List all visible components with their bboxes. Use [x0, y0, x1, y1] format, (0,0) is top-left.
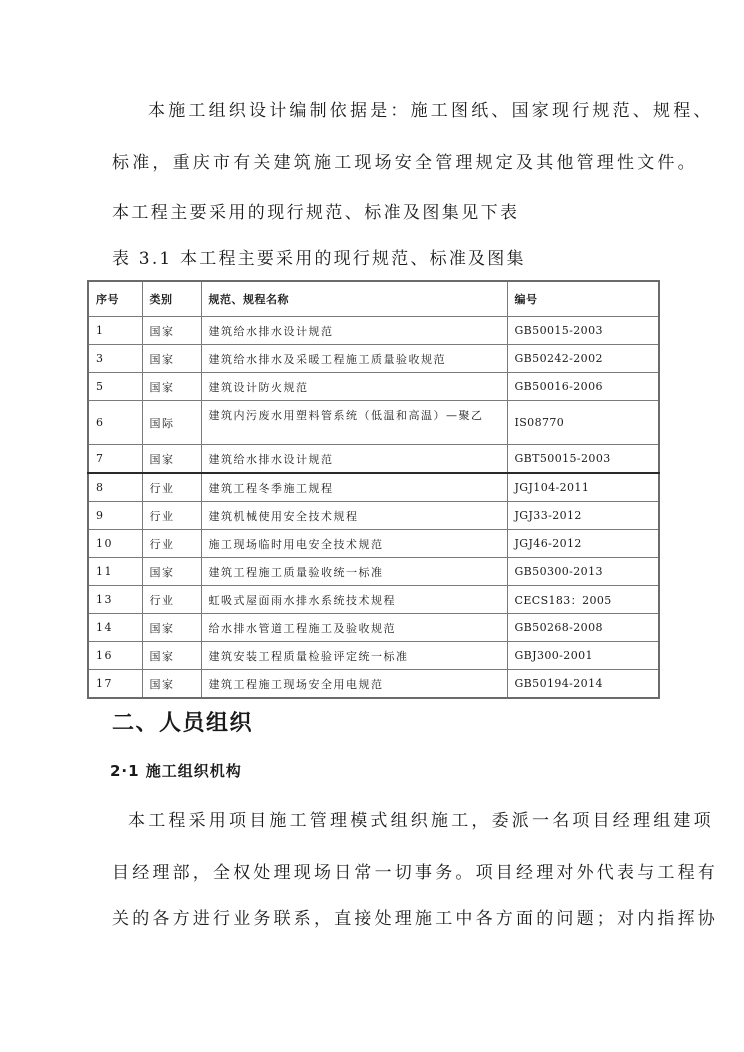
cell-category: 行业: [142, 586, 201, 614]
header-name: 规范、规程名称: [201, 281, 507, 317]
cell-code: GB50194-2014: [507, 670, 659, 699]
table-row: [88, 614, 659, 642]
header-code: 编号: [507, 281, 659, 317]
section-subheading: 2·1 施工组织机构: [110, 762, 242, 780]
cell-code: GB50016-2006: [507, 373, 659, 401]
cell-code: JGJ46-2012: [507, 530, 659, 558]
cell-no: 10: [88, 530, 142, 558]
table-row: [88, 670, 659, 699]
cell-name: 建筑机械使用安全技术规程: [201, 502, 507, 530]
cell-category: 国家: [142, 345, 201, 373]
cell-no: 3: [88, 345, 142, 373]
cell-no: 16: [88, 642, 142, 670]
cell-no: 1: [88, 317, 142, 345]
standards-table: [87, 280, 660, 699]
cell-code: GB50242-2002: [507, 345, 659, 373]
table-caption: 表 3.1 本工程主要采用的现行规范、标准及图集: [112, 249, 526, 269]
cell-no: 8: [88, 473, 142, 502]
cell-code: IS08770: [507, 401, 659, 445]
cell-no: 7: [88, 445, 142, 474]
table-row: [88, 502, 659, 530]
cell-category: 行业: [142, 473, 201, 502]
cell-category: 国家: [142, 558, 201, 586]
cell-category: 国家: [142, 317, 201, 345]
cell-name: 建筑内污废水用塑料管系统（低温和高温）—聚乙: [201, 401, 507, 445]
table-row: [88, 445, 659, 474]
cell-name: 建筑工程施工质量验收统一标准: [201, 558, 507, 586]
table-row: [88, 558, 659, 586]
cell-name: 建筑设计防火规范: [201, 373, 507, 401]
table-row: [88, 345, 659, 373]
cell-name: 虹吸式屋面雨水排水系统技术规程: [201, 586, 507, 614]
section-heading: 二、人员组织: [112, 711, 254, 736]
cell-code: GBT50015-2003: [507, 445, 659, 474]
body-line-3: 关的各方进行业务联系，直接处理施工中各方面的问题；对内指挥协: [112, 909, 718, 929]
cell-category: 行业: [142, 502, 201, 530]
table-row: [88, 373, 659, 401]
cell-name: 给水排水管道工程施工及验收规范: [201, 614, 507, 642]
cell-category: 国际: [142, 401, 201, 445]
header-no: 序号: [88, 281, 142, 317]
body-line-2: 目经理部，全权处理现场日常一切事务。项目经理对外代表与工程有: [112, 863, 718, 883]
intro-paragraph-line-2: 标准，重庆市有关建筑施工现场安全管理规定及其他管理性文件。: [112, 153, 698, 173]
cell-no: 9: [88, 502, 142, 530]
cell-name: 建筑给水排水设计规范: [201, 317, 507, 345]
table-row: [88, 586, 659, 614]
cell-code: JGJ104-2011: [507, 473, 659, 502]
table-row: [88, 473, 659, 502]
intro-paragraph-line-1: 本施工组织设计编制依据是：施工图纸、国家现行规范、规程、: [148, 101, 714, 121]
cell-code: GB50015-2003: [507, 317, 659, 345]
cell-no: 6: [88, 401, 142, 445]
body-line-1: 本工程采用项目施工管理模式组织施工，委派一名项目经理组建项: [128, 811, 714, 831]
table-row: [88, 530, 659, 558]
table-header-row: [88, 281, 659, 317]
cell-no: 13: [88, 586, 142, 614]
cell-name: 建筑工程冬季施工规程: [201, 473, 507, 502]
cell-name: 建筑工程施工现场安全用电规范: [201, 670, 507, 699]
cell-name: 施工现场临时用电安全技术规范: [201, 530, 507, 558]
cell-name: 建筑给水排水设计规范: [201, 445, 507, 474]
table-row: [88, 401, 659, 445]
cell-no: 11: [88, 558, 142, 586]
cell-code: CECS183：2005: [507, 586, 659, 614]
cell-code: GBJ300-2001: [507, 642, 659, 670]
cell-no: 14: [88, 614, 142, 642]
table-intro-text: 本工程主要采用的现行规范、标准及图集见下表: [112, 203, 520, 223]
table-row: [88, 642, 659, 670]
cell-code: GB50268-2008: [507, 614, 659, 642]
cell-no: 5: [88, 373, 142, 401]
cell-code: GB50300-2013: [507, 558, 659, 586]
cell-no: 17: [88, 670, 142, 699]
header-category: 类别: [142, 281, 201, 317]
cell-name: 建筑安装工程质量检验评定统一标准: [201, 642, 507, 670]
cell-category: 行业: [142, 530, 201, 558]
cell-category: 国家: [142, 373, 201, 401]
cell-category: 国家: [142, 445, 201, 474]
cell-name: 建筑给水排水及采暖工程施工质量验收规范: [201, 345, 507, 373]
cell-category: 国家: [142, 670, 201, 699]
cell-category: 国家: [142, 642, 201, 670]
table-row: [88, 317, 659, 345]
cell-code: JGJ33-2012: [507, 502, 659, 530]
cell-category: 国家: [142, 614, 201, 642]
